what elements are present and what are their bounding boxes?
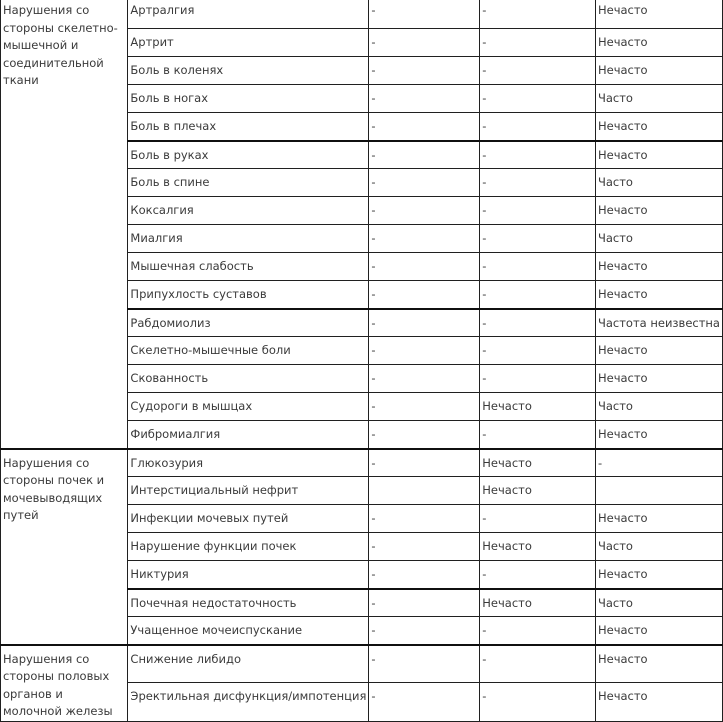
reaction-name: Боль в коленях <box>128 57 369 85</box>
frequency-col2: - <box>480 365 596 393</box>
reaction-name: Боль в плечах <box>128 113 369 141</box>
frequency-col3: Нечасто <box>595 505 722 533</box>
frequency-col2: - <box>480 169 596 197</box>
frequency-col2: - <box>480 141 596 169</box>
reaction-name: Никтурия <box>128 561 369 589</box>
organ-system-cell: Нарушения со стороны половых органов и молочной железы <box>1 645 128 722</box>
frequency-col3: Нечасто <box>595 197 722 225</box>
reaction-name: Глюкозурия <box>128 449 369 477</box>
reaction-name: Коксалгия <box>128 197 369 225</box>
frequency-col2: Нечасто <box>480 477 596 505</box>
frequency-col1: - <box>369 421 480 449</box>
reaction-name: Снижение либидо <box>128 645 369 683</box>
frequency-col2: Нечасто <box>480 589 596 617</box>
frequency-col1: - <box>369 561 480 589</box>
reaction-name: Боль в спине <box>128 169 369 197</box>
reaction-name: Судороги в мышцах <box>128 393 369 421</box>
frequency-col2: - <box>480 29 596 57</box>
reaction-name: Учащенное мочеиспускание <box>128 617 369 645</box>
reaction-name: Интерстициальный нефрит <box>128 477 369 505</box>
frequency-col2: - <box>480 617 596 645</box>
frequency-col2: Нечасто <box>480 393 596 421</box>
frequency-col1: - <box>369 253 480 281</box>
frequency-col1: - <box>369 85 480 113</box>
frequency-col2: - <box>480 57 596 85</box>
frequency-col3: Нечасто <box>595 253 722 281</box>
frequency-col2: - <box>480 337 596 365</box>
reaction-name: Скованность <box>128 365 369 393</box>
frequency-col1: - <box>369 533 480 561</box>
frequency-col3: Нечасто <box>595 561 722 589</box>
frequency-col1: - <box>369 393 480 421</box>
frequency-col1: - <box>369 0 480 29</box>
reaction-name: Рабдомиолиз <box>128 309 369 337</box>
frequency-col3: Часто <box>595 393 722 421</box>
frequency-col1: - <box>369 113 480 141</box>
reaction-name: Эректильная дисфункция/импотенция <box>128 683 369 721</box>
reaction-name: Нарушение функции почек <box>128 533 369 561</box>
frequency-col3: Часто <box>595 85 722 113</box>
frequency-col2: - <box>480 197 596 225</box>
frequency-col3: Нечасто <box>595 141 722 169</box>
frequency-col2: - <box>480 113 596 141</box>
reaction-name: Фибромиалгия <box>128 421 369 449</box>
frequency-col1: - <box>369 169 480 197</box>
table-row <box>1 449 723 477</box>
reaction-name: Припухлость суставов <box>128 281 369 309</box>
frequency-col3: Нечасто <box>595 337 722 365</box>
reaction-name: Мышечная слабость <box>128 253 369 281</box>
frequency-col2: - <box>480 561 596 589</box>
frequency-col1: - <box>369 365 480 393</box>
frequency-col2: - <box>480 683 596 721</box>
frequency-col2: Нечасто <box>480 533 596 561</box>
frequency-col1 <box>369 477 480 505</box>
frequency-col2: - <box>480 225 596 253</box>
frequency-col3: Нечасто <box>595 281 722 309</box>
frequency-col1: - <box>369 309 480 337</box>
frequency-col1: - <box>369 57 480 85</box>
frequency-col1: - <box>369 197 480 225</box>
frequency-col1: - <box>369 337 480 365</box>
frequency-col2: - <box>480 281 596 309</box>
frequency-col3: Нечасто <box>595 29 722 57</box>
frequency-col3: Часто <box>595 589 722 617</box>
frequency-col3: Нечасто <box>595 57 722 85</box>
frequency-col1: - <box>369 449 480 477</box>
frequency-col1: - <box>369 683 480 721</box>
frequency-col2: - <box>480 421 596 449</box>
frequency-col1: - <box>369 617 480 645</box>
frequency-col3: Часто <box>595 169 722 197</box>
reaction-name: Артрит <box>128 29 369 57</box>
frequency-col1: - <box>369 225 480 253</box>
frequency-col3: Нечасто <box>595 683 722 721</box>
frequency-col3: Нечасто <box>595 113 722 141</box>
frequency-col2: - <box>480 309 596 337</box>
frequency-col1: - <box>369 281 480 309</box>
reaction-name: Скелетно-мышечные боли <box>128 337 369 365</box>
frequency-col2: - <box>480 0 596 29</box>
frequency-col1: - <box>369 29 480 57</box>
frequency-col2: Нечасто <box>480 449 596 477</box>
frequency-col2: - <box>480 253 596 281</box>
frequency-col3: Часто <box>595 533 722 561</box>
frequency-col1: - <box>369 589 480 617</box>
frequency-col1: - <box>369 141 480 169</box>
organ-system-cell: Нарушения со стороны скелетно-мышечной и соединительной ткани <box>1 0 128 449</box>
table-row <box>1 645 723 683</box>
frequency-col2: - <box>480 505 596 533</box>
reaction-name: Миалгия <box>128 225 369 253</box>
frequency-col3: Часто <box>595 225 722 253</box>
frequency-col2: - <box>480 85 596 113</box>
reaction-name: Артралгия <box>128 0 369 29</box>
frequency-col3: Нечасто <box>595 617 722 645</box>
frequency-col2: - <box>480 645 596 683</box>
table-row <box>1 0 723 29</box>
reaction-name: Боль в ногах <box>128 85 369 113</box>
frequency-col1: - <box>369 645 480 683</box>
frequency-col1: - <box>369 505 480 533</box>
organ-system-cell: Нарушения со стороны почек и мочевыводящих путей <box>1 449 128 645</box>
frequency-col3: - <box>595 449 722 477</box>
reaction-name: Инфекции мочевых путей <box>128 505 369 533</box>
frequency-col3: Частота неизвестна <box>595 309 722 337</box>
frequency-col3: Нечасто <box>595 645 722 683</box>
frequency-col3 <box>595 477 722 505</box>
frequency-col3: Нечасто <box>595 421 722 449</box>
reaction-name: Боль в руках <box>128 141 369 169</box>
frequency-col3: Нечасто <box>595 365 722 393</box>
frequency-col3: Нечасто <box>595 0 722 29</box>
reaction-name: Почечная недостаточность <box>128 589 369 617</box>
